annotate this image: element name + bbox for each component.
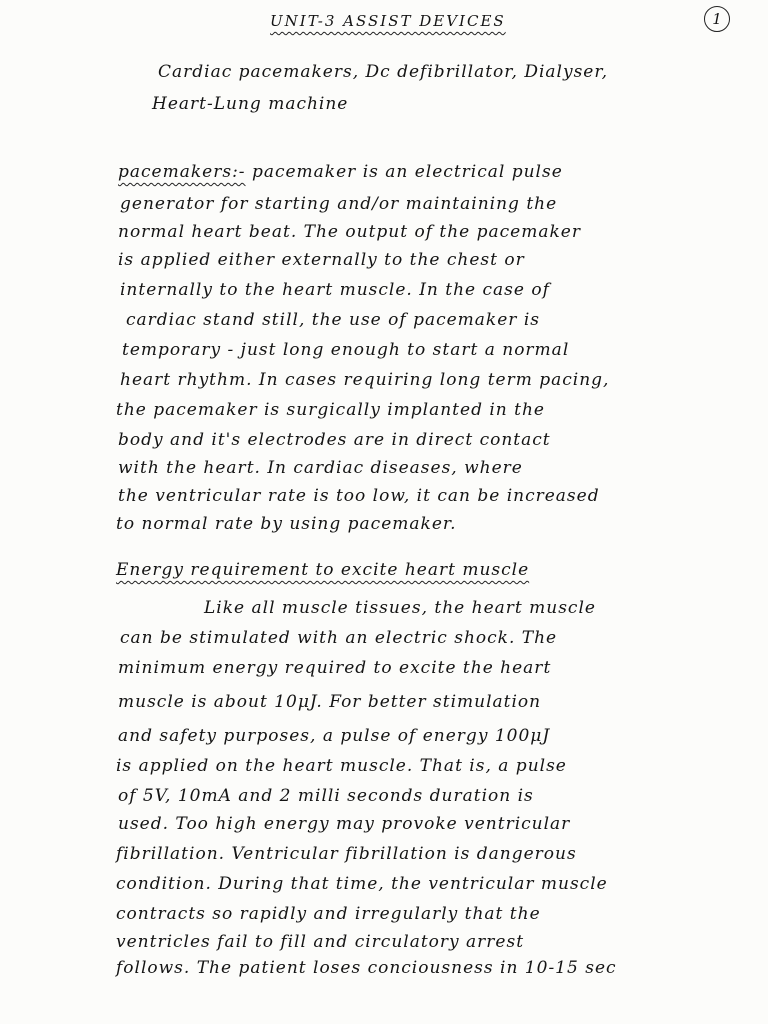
paragraph-line: internally to the heart muscle. In the case of: [120, 280, 550, 300]
paragraph-line: with the heart. In cardiac diseases, where: [118, 458, 523, 478]
paragraph-line: minimum energy required to excite the heart: [118, 658, 552, 678]
section-heading-energy: Energy requirement to excite heart muscle: [116, 560, 530, 580]
paragraph-line: contracts so rapidly and irregularly that the: [116, 904, 541, 924]
section-heading-pacemakers: pacemakers:-: [118, 162, 246, 182]
paragraph-line: muscle is about 10μJ. For better stimulation: [118, 692, 542, 712]
page-number: 1: [704, 6, 730, 32]
paragraph-line: cardiac stand still, the use of pacemaker is: [126, 310, 540, 330]
paragraph-line: of 5V, 10mA and 2 milli seconds duration is: [118, 786, 534, 806]
paragraph-line: normal heart beat. The output of the pacemaker: [118, 222, 581, 242]
paragraph-text: pacemaker is an electrical pulse: [245, 162, 563, 182]
intro-line: Cardiac pacemakers, Dc defibrillator, Dialyser,: [158, 62, 609, 82]
paragraph-line: fibrillation. Ventricular fibrillation is dangerous: [116, 844, 577, 864]
paragraph-line: body and it's electrodes are in direct contact: [118, 430, 551, 450]
paragraph-line: Like all muscle tissues, the heart muscle: [204, 598, 596, 618]
paragraph-line: is applied either externally to the chest or: [118, 250, 525, 270]
paragraph-line: can be stimulated with an electric shock. The: [120, 628, 558, 648]
paragraph-line: to normal rate by using pacemaker.: [116, 514, 457, 534]
paragraph-line: used. Too high energy may provoke ventricular: [118, 814, 571, 834]
paragraph-line: generator for starting and/or maintaining the: [120, 194, 558, 214]
paragraph-line: and safety purposes, a pulse of energy 100μJ: [118, 726, 551, 746]
paragraph-line: heart rhythm. In cases requiring long term pacing,: [120, 370, 610, 390]
paragraph-line: ventricles fail to fill and circulatory arrest: [116, 932, 525, 952]
paragraph-line: temporary - just long enough to start a normal: [122, 340, 570, 360]
paragraph-line: condition. During that time, the ventricular muscle: [116, 874, 608, 894]
paragraph-first-line: [118, 162, 563, 182]
paragraph-line: the pacemaker is surgically implanted in the: [116, 400, 545, 420]
intro-line: Heart-Lung machine: [152, 94, 349, 114]
paragraph-line: the ventricular rate is too low, it can be increased: [118, 486, 600, 506]
paragraph-line: follows. The patient loses conciousness in 10-15 sec: [116, 958, 617, 978]
unit-title: UNIT-3 ASSIST DEVICES: [270, 12, 506, 30]
paragraph-line: is applied on the heart muscle. That is, a pulse: [116, 756, 567, 776]
